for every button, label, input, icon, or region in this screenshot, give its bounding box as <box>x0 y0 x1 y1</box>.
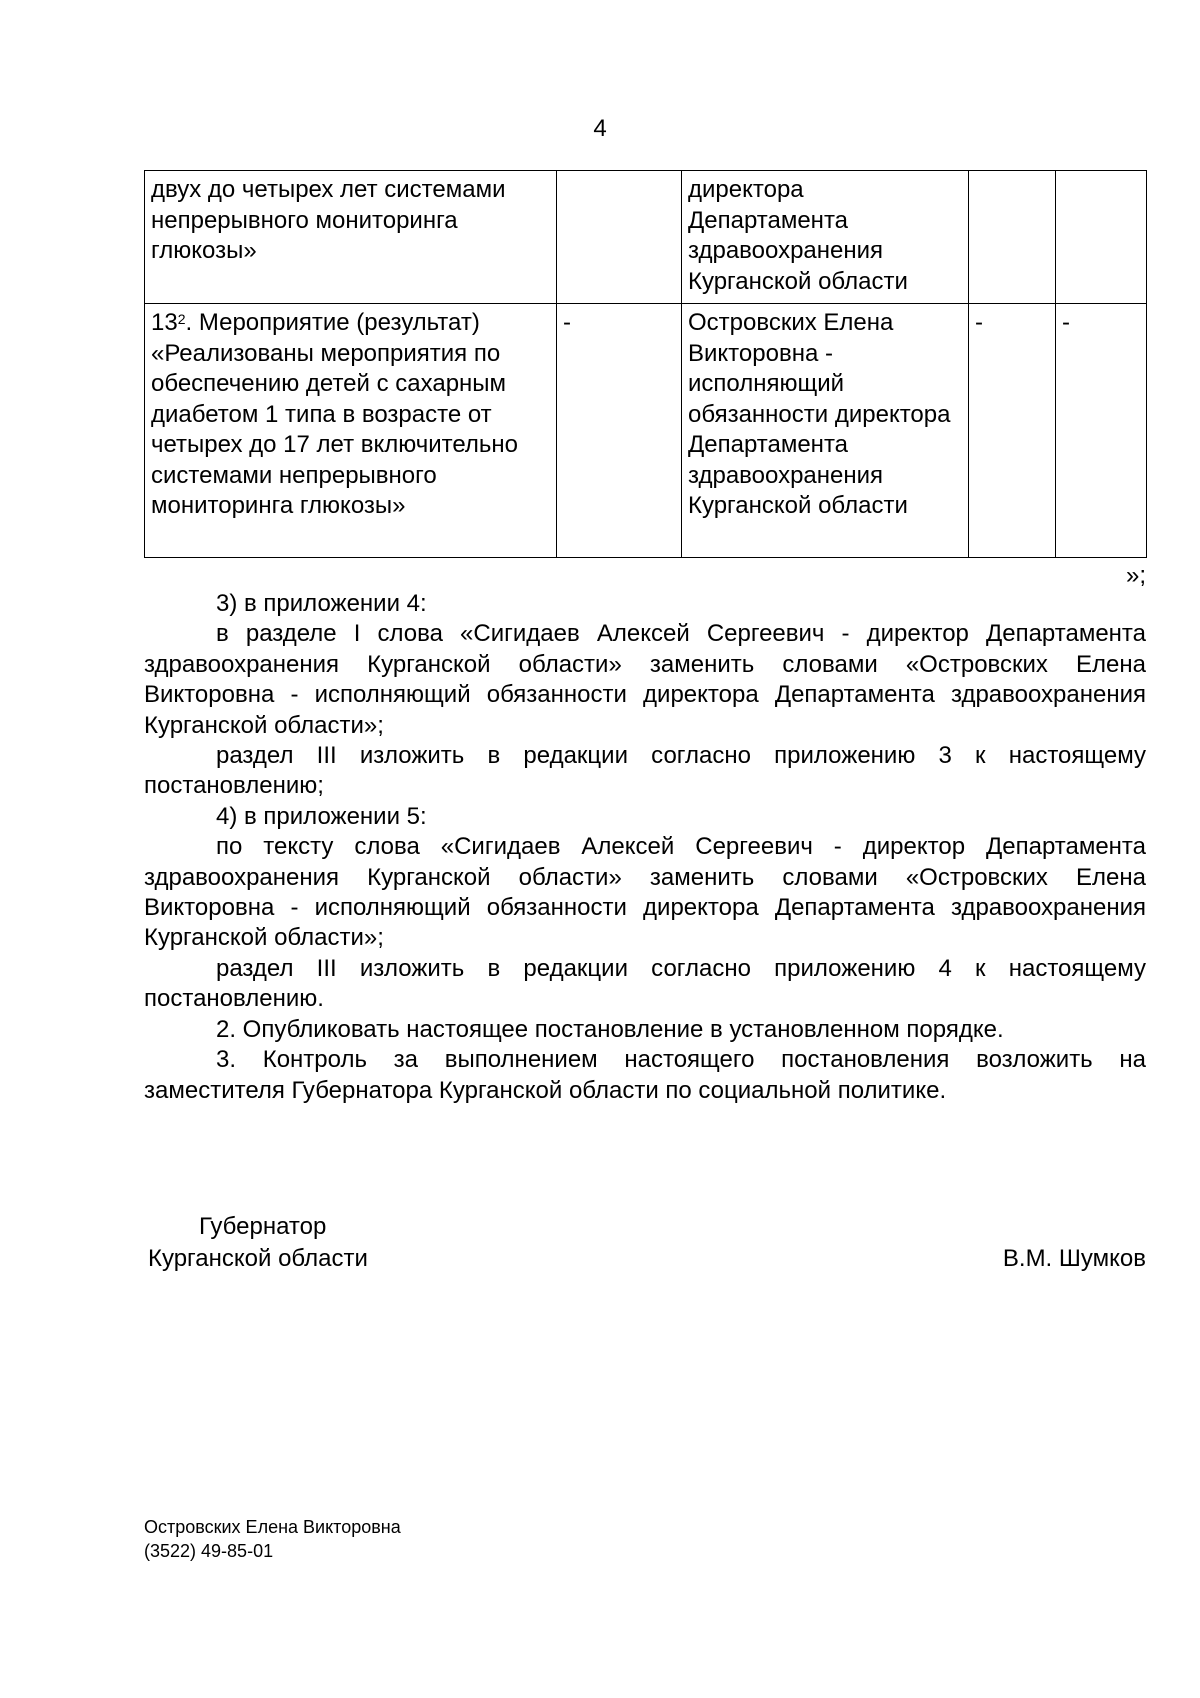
executor-phone: (3522) 49-85-01 <box>144 1541 274 1561</box>
signature-name: В.М. Шумков <box>1002 1245 1146 1272</box>
paragraph: по тексту слова «Сигидаев Алексей Сергеевич - директор Департамента здравоохранения Курганской области» заменить словами «Островских Елена Викторовна - исполняющий обязанности директора Департамента здравоохранения Курганской области»; <box>144 833 1146 952</box>
paragraph: 2. Опубликовать настоящее постановление в установленном порядке. <box>216 1015 1004 1043</box>
table-cell-deadline: - <box>557 304 682 558</box>
signature-title-line1: Губернатор <box>199 1213 327 1240</box>
measure-number-superscript: 2 <box>177 311 186 327</box>
signature-title-line2: Курганской области <box>148 1245 368 1272</box>
measure-number: 13 <box>151 309 178 336</box>
table-cell-measure <box>145 304 557 558</box>
table-row <box>145 304 1147 558</box>
table-cell-responsible: директора Департамента здравоохранения Курганской области <box>682 171 969 304</box>
paragraph: 3. Контроль за выполнением настоящего постановления возложить на заместителя Губернатора Курганской области по социальной политике. <box>144 1046 1146 1104</box>
table-cell-responsible: Островских Елена Викторовна - исполняющий обязанности директора Департамента здравоохранения Курганской области <box>682 304 969 558</box>
table-cell-measure: двух до четырех лет системами непрерывного мониторинга глюкозы» <box>145 171 557 304</box>
paragraph: в разделе I слова «Сигидаев Алексей Сергеевич - директор Департамента здравоохранения Курганской области» заменить словами «Островских Елена Викторовна - исполняющий обязанности директора Департамента здравоохранения Курганской области»; <box>144 620 1146 739</box>
table-cell-extra-2: - <box>1056 304 1147 558</box>
closing-quote: »; <box>1125 562 1146 589</box>
executor-footer <box>144 1515 744 1563</box>
measure-text: . Мероприятие (результат) «Реализованы мероприятия по обеспечению детей с сахарным диабетом 1 типа в возрасте от четырех до 17 лет включительно системами непрерывного мониторинга глюкозы» <box>151 309 519 519</box>
paragraph: раздел III изложить в редакции согласно приложению 3 к настоящему постановлению; <box>144 742 1146 800</box>
table-cell-deadline <box>557 171 682 304</box>
measures-table <box>144 170 1147 558</box>
page-number: 4 <box>593 115 607 142</box>
table-cell-extra-1: - <box>969 304 1056 558</box>
executor-name: Островских Елена Викторовна <box>144 1517 401 1537</box>
table-cell-extra-2 <box>1056 171 1147 304</box>
body-text <box>144 589 1146 1106</box>
table-row <box>145 171 1147 304</box>
paragraph: 4) в приложении 5: <box>216 802 427 830</box>
table-cell-extra-1 <box>969 171 1056 304</box>
paragraph: 3) в приложении 4: <box>216 590 427 617</box>
paragraph: раздел III изложить в редакции согласно приложению 4 к настоящему постановлению. <box>144 954 1146 1013</box>
